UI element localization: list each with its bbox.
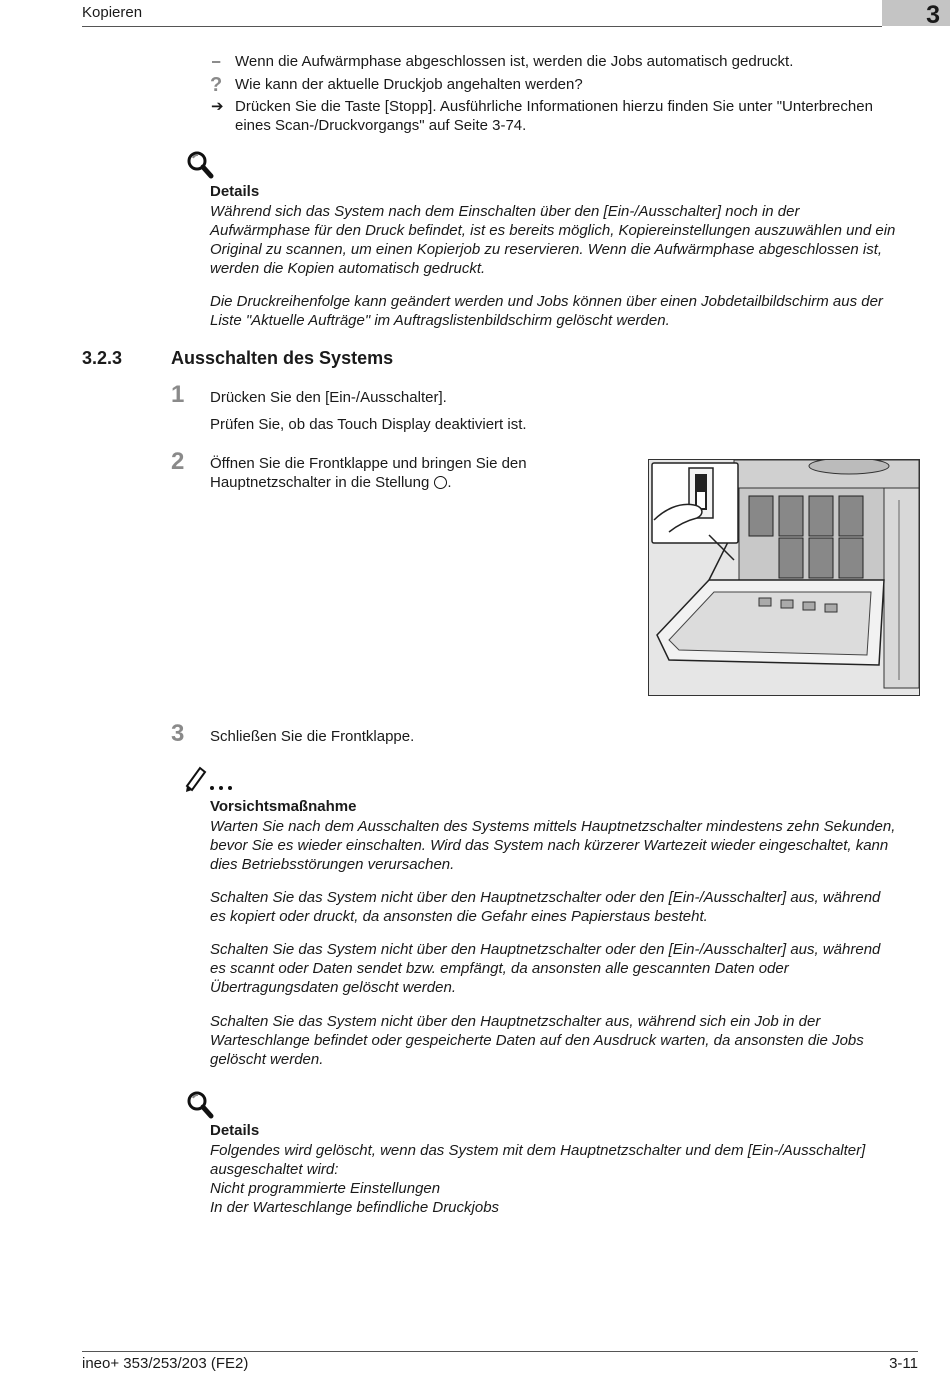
section-title: Ausschalten des Systems: [171, 348, 394, 368]
step-text-part: Hauptnetzschalter in die Stellung: [210, 474, 430, 491]
header-rule: [82, 26, 882, 27]
pencil-note-icon: [184, 764, 236, 794]
header-title: Kopieren: [82, 4, 143, 21]
details-text: Nicht programmierte Einstellungen: [210, 1180, 441, 1197]
details-text: Aufwärmphase für den Druck befindet, ist es bereits möglich, Kopiereinstellungen auszuwählen und ein: [210, 222, 896, 239]
step-text: Öffnen Sie die Frontklappe und bringen Sie den: [210, 455, 527, 472]
details-heading: Details: [210, 1122, 260, 1139]
step-number: 3: [171, 720, 185, 747]
details-text: In der Warteschlange befindliche Druckjobs: [210, 1199, 500, 1216]
step-text: Drücken Sie den [Ein-/Ausschalter].: [210, 389, 447, 406]
step-number: 2: [171, 448, 185, 475]
step-text-end: .: [447, 474, 452, 491]
off-position-icon: [434, 476, 447, 489]
details-text: Die Druckreihenfolge kann geändert werden und Jobs können über einen Jobdetailbildschirm aus der: [210, 293, 883, 310]
magnifier-icon: [186, 150, 214, 180]
magnifier-icon: [186, 1090, 214, 1120]
note-text: Übertragungsdaten gelöscht werden.: [210, 979, 456, 996]
question-icon: ?: [210, 74, 223, 96]
device-illustration: [648, 459, 920, 696]
details-text: werden die Kopien automatisch gedruckt.: [210, 260, 486, 277]
note-text: Warteschlange befindet oder gespeicherte Daten auf den Ausdruck warten, da ansonsten die Jobs: [210, 1032, 864, 1049]
note-text: es kopiert oder druckt, da ansonsten die Gefahr eines Papierstaus besteht.: [210, 908, 708, 925]
note-text: bevor Sie es wieder einschalten. Wird das System nach kürzerer Wartezeit wieder eingeschaltet, kann: [210, 837, 889, 854]
list-item-cont: eines Scan-/Druckvorgangs" auf Seite 3-74.: [235, 117, 527, 134]
note-heading: Vorsichtsmaßnahme: [210, 798, 357, 815]
footer-page-number: 3-11: [889, 1355, 918, 1372]
list-item: Wenn die Aufwärmphase abgeschlossen ist, werden die Jobs automatisch gedruckt.: [235, 53, 794, 70]
note-text: Schalten Sie das System nicht über den Hauptnetzschalter aus, während sich ein Job in der: [210, 1013, 821, 1030]
footer-rule: [82, 1351, 918, 1352]
step-subtext: Prüfen Sie, ob das Touch Display deaktiviert ist.: [210, 416, 527, 433]
details-text: Liste "Aktuelle Aufträge" im Auftragslistenbildschirm gelöscht werden.: [210, 312, 670, 329]
dash-marker: –: [212, 53, 221, 70]
note-text: es scannt oder Daten sendet bzw. empfängt, da ansonsten alle gescannten Daten oder: [210, 960, 789, 977]
step-text: [210, 473, 451, 492]
details-text: Während sich das System nach dem Einschalten über den [Ein-/Ausschalter] noch in der: [210, 203, 800, 220]
list-item: Drücken Sie die Taste [Stopp]. Ausführliche Informationen hierzu finden Sie unter "Unterbrechen: [235, 98, 873, 115]
arrow-icon: ➔: [211, 98, 224, 115]
note-text: Warten Sie nach dem Ausschalten des Systems mittels Hauptnetzschalter mindestens zehn Sekunden,: [210, 818, 896, 835]
details-heading: Details: [210, 183, 260, 200]
list-item: Wie kann der aktuelle Druckjob angehalten werden?: [235, 76, 583, 93]
note-text: Schalten Sie das System nicht über den Hauptnetzschalter oder den [Ein-/Ausschalter] aus, während: [210, 941, 881, 958]
details-text: Folgendes wird gelöscht, wenn das System mit dem Hauptnetzschalter und dem [Ein-/Ausschalter]: [210, 1142, 866, 1159]
note-text: gelöscht werden.: [210, 1051, 324, 1068]
step-text: Schließen Sie die Frontklappe.: [210, 728, 415, 745]
chapter-tab: [882, 0, 950, 29]
note-text: dies Betriebsstörungen verursachen.: [210, 856, 455, 873]
chapter-number: 3: [926, 1, 940, 29]
step-number: 1: [171, 381, 185, 408]
details-text: Original zu scannen, um einen Kopierjob zu reservieren. Wenn die Aufwärmphase abgeschlossen ist,: [210, 241, 883, 258]
footer-model: ineo+ 353/253/203 (FE2): [82, 1355, 249, 1372]
details-text: ausgeschaltet wird:: [210, 1161, 339, 1178]
section-number: 3.2.3: [82, 348, 123, 368]
note-text: Schalten Sie das System nicht über den Hauptnetzschalter oder den [Ein-/Ausschalter] aus, während: [210, 889, 881, 906]
